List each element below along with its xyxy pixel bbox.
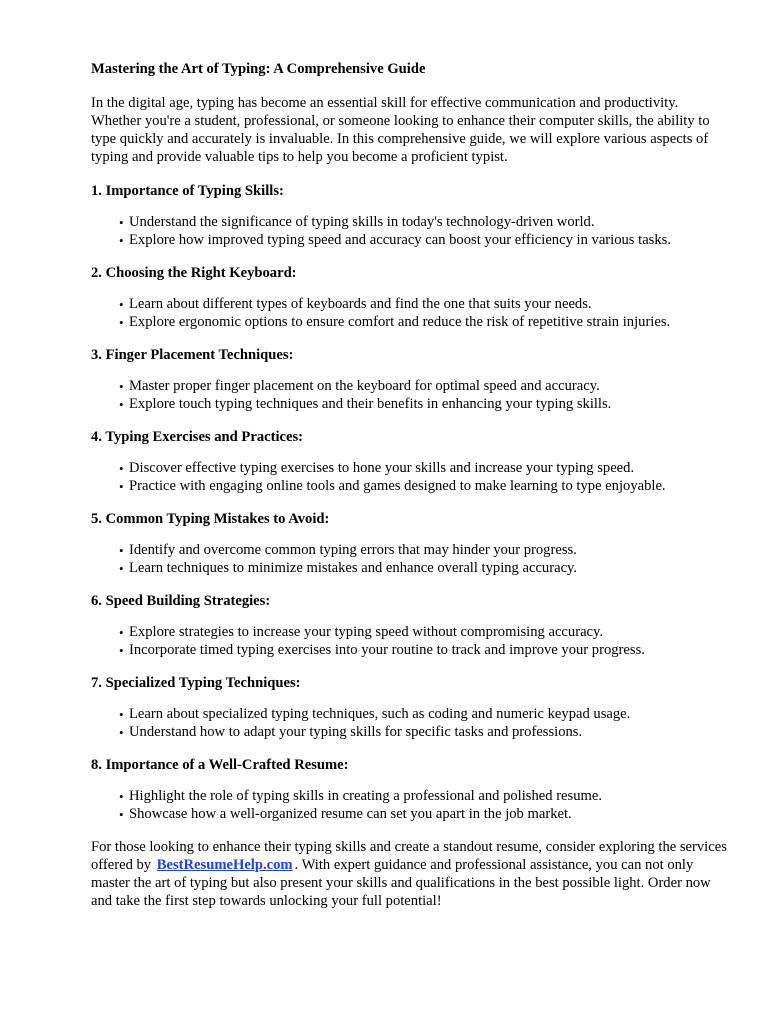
section-5 [91,510,731,577]
bullet-item: • Showcase how a well-organized resume can set you apart in the job market. [119,805,731,823]
section-2 [91,264,731,331]
bullet-list [91,377,731,413]
intro-paragraph: In the digital age, typing has become an essential skill for effective communication and productivity. Whether you're a student, professional, or someone looking to enhance their computer skills, the ability to type quickly and accurately is invaluable. In this comprehensive guide, we will explore various aspects of typing and provide valuable tips to help you become a proficient typist. [91,95,710,165]
section-heading: 6. Speed Building Strategies: [91,593,271,609]
bullet-item: • Master proper finger placement on the keyboard for optimal speed and accuracy. [119,377,731,395]
bullet-item: • Explore touch typing techniques and their benefits in enhancing your typing skills. [119,395,731,413]
closing-text-before: For those looking to enhance their typing skills and create a standout resume, consider exploring the services offered by [91,839,727,873]
bullet-item: • Incorporate timed typing exercises into your routine to track and improve your progress. [119,641,731,659]
bullet-item: • Learn about specialized typing techniques, such as coding and numeric keypad usage. [119,705,731,723]
document-title: Mastering the Art of Typing: A Comprehensive Guide [91,61,426,77]
section-heading: 4. Typing Exercises and Practices: [91,429,304,445]
bullet-list [91,295,731,331]
bestresumehelp-link[interactable]: BestResumeHelp.com [156,857,293,873]
section-heading: 2. Choosing the Right Keyboard: [91,265,297,281]
section-1 [91,182,731,249]
bullet-item: • Practice with engaging online tools and games designed to make learning to type enjoyable. [119,477,731,495]
section-3 [91,346,731,413]
section-6 [91,592,731,659]
bullet-item: • Learn techniques to minimize mistakes and enhance overall typing accuracy. [119,559,731,577]
bullet-item: • Learn about different types of keyboards and find the one that suits your needs. [119,295,731,313]
bullet-list [91,623,731,659]
bullet-list [91,787,731,823]
bullet-item: • Highlight the role of typing skills in creating a professional and polished resume. [119,787,731,805]
bullet-list [91,459,731,495]
bullet-list [91,541,731,577]
bullet-item: • Understand the significance of typing skills in today's technology-driven world. [119,213,731,231]
section-7 [91,674,731,741]
section-heading: 1. Importance of Typing Skills: [91,183,284,199]
bullet-item: • Explore how improved typing speed and accuracy can boost your efficiency in various tasks. [119,231,731,249]
section-heading: 3. Finger Placement Techniques: [91,347,294,363]
bullet-item: • Explore strategies to increase your typing speed without compromising accuracy. [119,623,731,641]
bullet-list [91,213,731,249]
section-heading: 7. Specialized Typing Techniques: [91,675,301,691]
section-heading: 5. Common Typing Mistakes to Avoid: [91,511,330,527]
bullet-item: • Understand how to adapt your typing skills for specific tasks and professions. [119,723,731,741]
section-4 [91,428,731,495]
section-8 [91,756,731,823]
bullet-item: • Explore ergonomic options to ensure comfort and reduce the risk of repetitive strain injuries. [119,313,731,331]
document-page [91,60,731,910]
section-heading: 8. Importance of a Well-Crafted Resume: [91,757,349,773]
bullet-list [91,705,731,741]
closing-paragraph [91,838,731,910]
closing-text-after: . With expert guidance and professional assistance, you can not only master the art of typing but also present your skills and qualifications in the best possible light. Order now and take the first step towards unlocking your full potential! [91,857,711,909]
bullet-item: • Discover effective typing exercises to hone your skills and increase your typing speed. [119,459,731,477]
bullet-item: • Identify and overcome common typing errors that may hinder your progress. [119,541,731,559]
